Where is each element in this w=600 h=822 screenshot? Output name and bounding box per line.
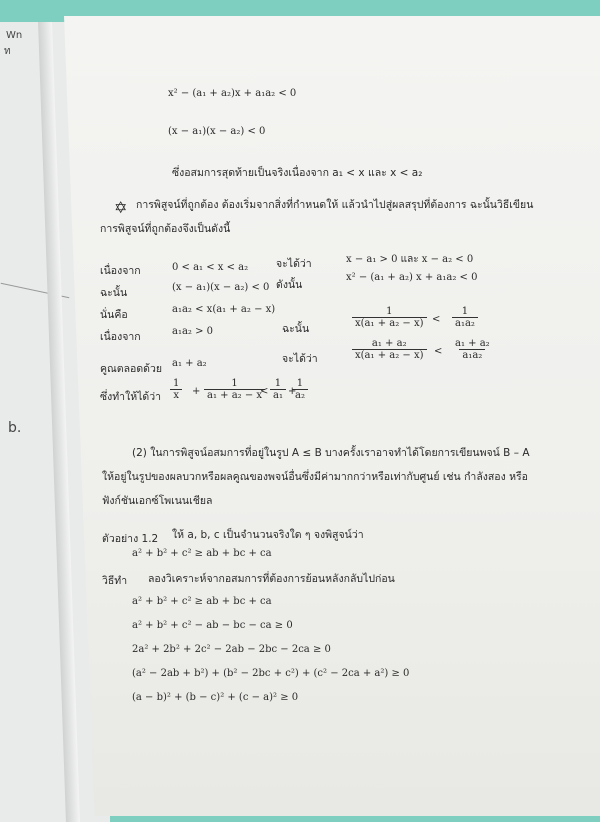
proof-expr: a₁ + a₂: [172, 358, 207, 369]
handwritten-note: ท: [4, 46, 11, 57]
proof-label: ซึ่งทำให้ได้ว่า: [100, 391, 162, 403]
proof-label: เนื่องจาก: [100, 331, 141, 343]
fraction: $\frac{1}{\text{a₂}}$: [292, 378, 308, 401]
method-text: ลองวิเคราะห์จากอสมการที่ต้องการย้อนหลังกลับไปก่อน: [148, 573, 395, 585]
fraction: $\frac{1}{\text{a₁a₂}}$: [452, 306, 478, 329]
fraction: $\frac{1}{\text{a₁ + a₂ − x}}$: [204, 378, 265, 401]
fraction: $\frac{1}{x}$: [170, 378, 182, 401]
example-statement: ให้ a, b, c เป็นจำนวนจริงใด ๆ จงพิสูจน์ว่า: [172, 529, 364, 541]
equation: x² − (a₁ + a₂)x + a₁a₂ < 0: [168, 88, 297, 99]
example-claim: a² + b² + c² ≥ ab + bc + ca: [132, 548, 272, 559]
proof-label: เนื่องจาก: [100, 265, 141, 277]
fraction: $\frac{\text{a₁ + a₂}}{\text{a₁a₂}}$: [455, 338, 490, 361]
proof-expr: (x − a₁)(x − a₂) < 0: [172, 282, 270, 293]
note-line: การพิสูจน์ที่ถูกต้อง ต้องเริ่มจากสิ่งที่กำหนดให้ แล้วนำไปสู่ผลสรุปที่ต้องการ ฉะนั้นวิธีเขียน: [136, 199, 534, 211]
plus: +: [288, 386, 297, 397]
proof-expr: a₁a₂ < x(a₁ + a₂ − x): [172, 304, 276, 315]
proof-expr: a₁a₂ > 0: [172, 326, 214, 337]
note-line: การพิสูจน์ที่ถูกต้องจึงเป็นดังนี้: [100, 223, 231, 235]
method-label: วิธีทำ: [102, 575, 128, 587]
fraction: $\frac{\text{a₁ + a₂}}{\text{x(a₁ + a₂ − x)}}$: [352, 338, 427, 361]
paragraph-line: (2) ในการพิสูจน์อสมการที่อยู่ในรูป A ≤ B บางครั้งเราอาจทำได้โดยการเขียนพจน์ B – A: [132, 447, 530, 459]
proof-step: (a² − 2ab + b²) + (b² − 2bc + c²) + (c² − 2ca + a²) ≥ 0: [132, 668, 410, 679]
less-than: <: [260, 386, 269, 397]
proof-step: 2a² + 2b² + 2c² − 2ab − 2bc − 2ca ≥ 0: [132, 644, 331, 655]
proof-label: ฉะนั้น: [100, 287, 128, 299]
proof-step: (a − b)² + (b − c)² + (c − a)² ≥ 0: [132, 692, 299, 703]
proof-expr: x² − (a₁ + a₂) x + a₁a₂ < 0: [346, 272, 478, 283]
proof-label: จะได้ว่า: [276, 258, 312, 270]
example-label: ตัวอย่าง 1.2: [102, 533, 159, 545]
proof-step: a² + b² + c² − ab − bc − ca ≥ 0: [132, 620, 293, 631]
proof-label: จะได้ว่า: [282, 353, 318, 365]
paragraph-line: ให้อยู่ในรูปของผลบวกหรือผลคูณของพจน์อื่นซึ่งมีค่ามากกว่าหรือเท่ากับศูนย์ เช่น กำลังสอง หรือ: [102, 471, 528, 483]
handwritten-note: Wn: [6, 30, 23, 41]
proof-step: a² + b² + c² ≥ ab + bc + ca: [132, 596, 272, 607]
proof-expr: x − a₁ > 0 และ x − a₂ < 0: [346, 254, 474, 265]
less-than: <: [432, 314, 441, 325]
plus: +: [192, 386, 201, 397]
proof-label: คูณตลอดด้วย: [100, 363, 163, 375]
conclusion-text: ซึ่งอสมการสุดท้ายเป็นจริงเนื่องจาก a₁ < x และ x < a₂: [172, 167, 423, 179]
proof-label: ฉะนั้น: [282, 323, 310, 335]
proof-expr: 0 < a₁ < x < a₂: [172, 262, 249, 273]
equation: (x − a₁)(x − a₂) < 0: [168, 126, 266, 137]
proof-label: นั่นคือ: [100, 309, 128, 321]
paragraph-line: ฟังก์ชันเอกซ์โพเนนเชียล: [102, 495, 213, 507]
fraction: $\frac{1}{\text{a₁}}$: [270, 378, 286, 401]
proof-label: ดังนั้น: [276, 279, 303, 291]
handwritten-note: b.: [8, 420, 22, 436]
fraction: $\frac{1}{\text{x(a₁ + a₂ − x)}}$: [352, 306, 427, 329]
star-icon: ✡: [114, 198, 128, 217]
less-than: <: [434, 346, 443, 357]
